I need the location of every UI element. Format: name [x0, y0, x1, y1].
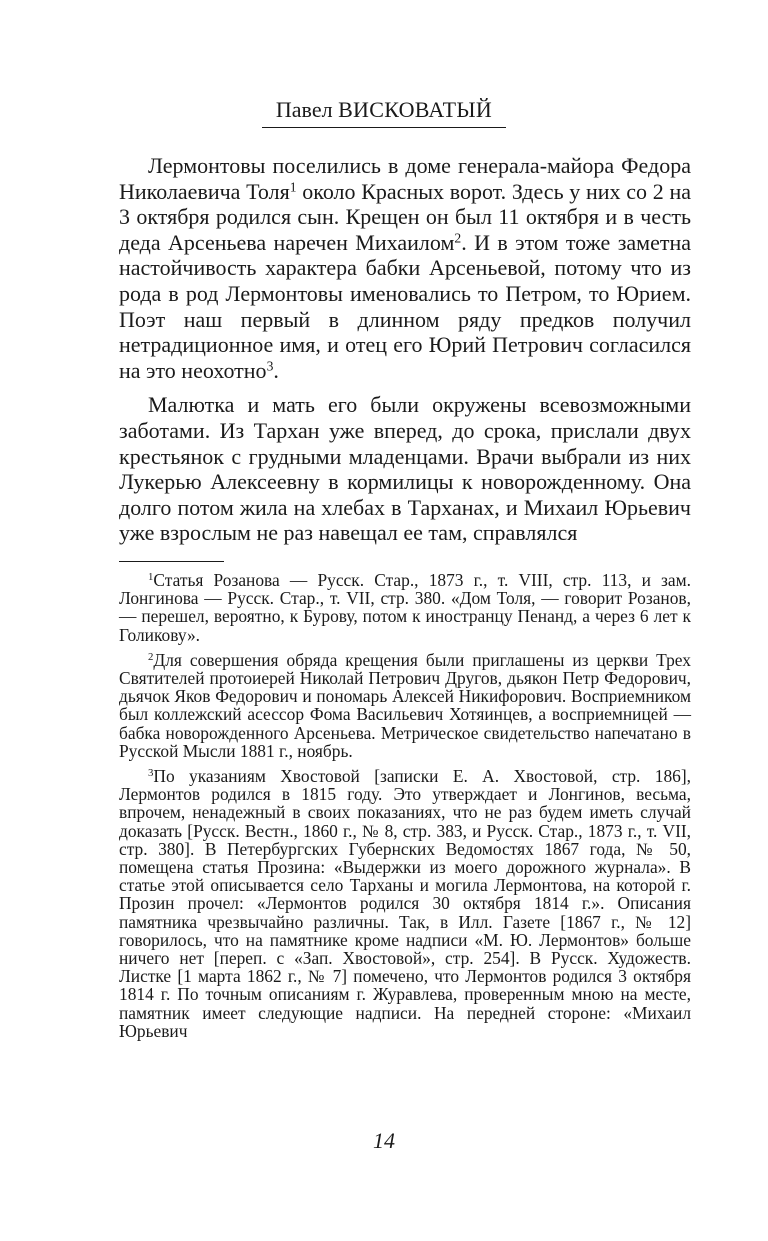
footnote: [119, 571, 691, 644]
text-run: .: [273, 357, 279, 383]
footnote-rule: [119, 561, 224, 562]
running-header: [0, 97, 768, 128]
page-number: 14: [373, 1128, 395, 1153]
footnote-ref: 1: [289, 179, 297, 195]
footnote: [119, 767, 691, 1040]
text-run: около Красных ворот. Здесь у них со 2 на 3 октября родился сын. Крещен он был 11 октября и в честь деда Арсеньева наречен Михаилом: [119, 178, 691, 255]
footnote-number: 2: [148, 650, 154, 663]
footnote-text: Для совершения обряда крещения были приглашены из церкви Трех Святителей протоиерей Николай Петрович Другов, дьякон Петр Федорович, дьячок Яков Федорович и пономарь Алексей Никифорович. Восприемником был коллежский асессор Фома Васильевич Хотяинцев, а восприемницей — бабка новорожденного Арсеньева. Метрическое свидетельство напечатано в Русской Мысли 1881 г., ноябрь.: [119, 649, 691, 761]
footnote-number: 3: [148, 767, 154, 780]
footnote-text: Статья Розанова — Русск. Стар., 1873 г., т. VIII, стр. 113, и зам. Лонгинова — Русск. Стар., т. VII, стр. 380. «Дом Толя, — говорит Розанов, — перешел, вероятно, к Бурову, потом к иностранцу Пенанд, а через 6 лет к Голикову».: [119, 570, 691, 645]
author-last-name: ВИСКОВАТЫЙ: [338, 97, 493, 122]
footnotes: [119, 571, 691, 1047]
paragraph: [119, 153, 691, 383]
text-run: . И в этом тоже заметна настойчивость характера бабки Арсеньевой, потому что из рода в род Лермонтовы именовались то Петром, то Юрием. Поэт наш первый в длинном ряду предков получил нетрадиционное имя, и отец его Юрий Петрович согласился на это неохотно: [119, 229, 691, 383]
footnote-number: 1: [148, 571, 154, 584]
footnote-ref: 3: [266, 358, 274, 374]
footnote-ref: 2: [454, 230, 462, 246]
footnote: [119, 651, 691, 760]
running-header-author: [262, 97, 506, 128]
text-run: Лермонтовы поселились в доме генерала-майора Федора Николаевича Толя: [119, 153, 691, 204]
footnote-text: По указаниям Хвостовой [записки Е. А. Хвостовой, стр. 186], Лермонтов родился в 1815 году. Это утверждает и Лонгинов, весьма, впрочем, ненадежный в своих показаниях, что не раз будем иметь случай доказать [Русск. Вестн., 1860 г., № 8, стр. 383, и Русск. Стар., 1873 г., т. VII, стр. 380]. В Петербургских Губернских Ведомостях 1867 года, № 50, помещена статья Прозина: «Выдержки из моего дорожного журнала». В статье этой описывается село Тарханы и могила Лермонтова, на которой г. Прозин прочел: «Лермонтов родился 30 октября 1814 г.». Описания памятника чрезвычайно различны. Так, в Илл. Газете [1867 г., № 12] говорилось, что на памятнике кроме надписи «М. Ю. Лермонтов» больше ничего нет [переп. с «Зап. Хвостовой», стр. 254]. В Русск. Художеств. Листке [1 марта 1862 г., № 7] помечено, что Лермонтов родился 3 октября 1814 г. По точным описаниям г. Журавлева, проверенным мною на месте, памятник имеет следующие надписи. На передней стороне: «Михаил Юрьевич: [119, 766, 691, 1041]
author-first-name: Павел: [275, 97, 333, 122]
body-text: [119, 153, 691, 555]
paragraph: Малютка и мать его были окружены всевозможными заботами. Из Тархан уже вперед, до срока, прислали двух крестьянок с грудными младенцами. Врачи выбрали из них Лукерью Алексеевну в кормилицы к новорожденному. Она долго потом жила на хлебах в Тарханах, и Михаил Юрьевич уже взрослым не раз навещал ее там, справлялся: [119, 392, 691, 546]
